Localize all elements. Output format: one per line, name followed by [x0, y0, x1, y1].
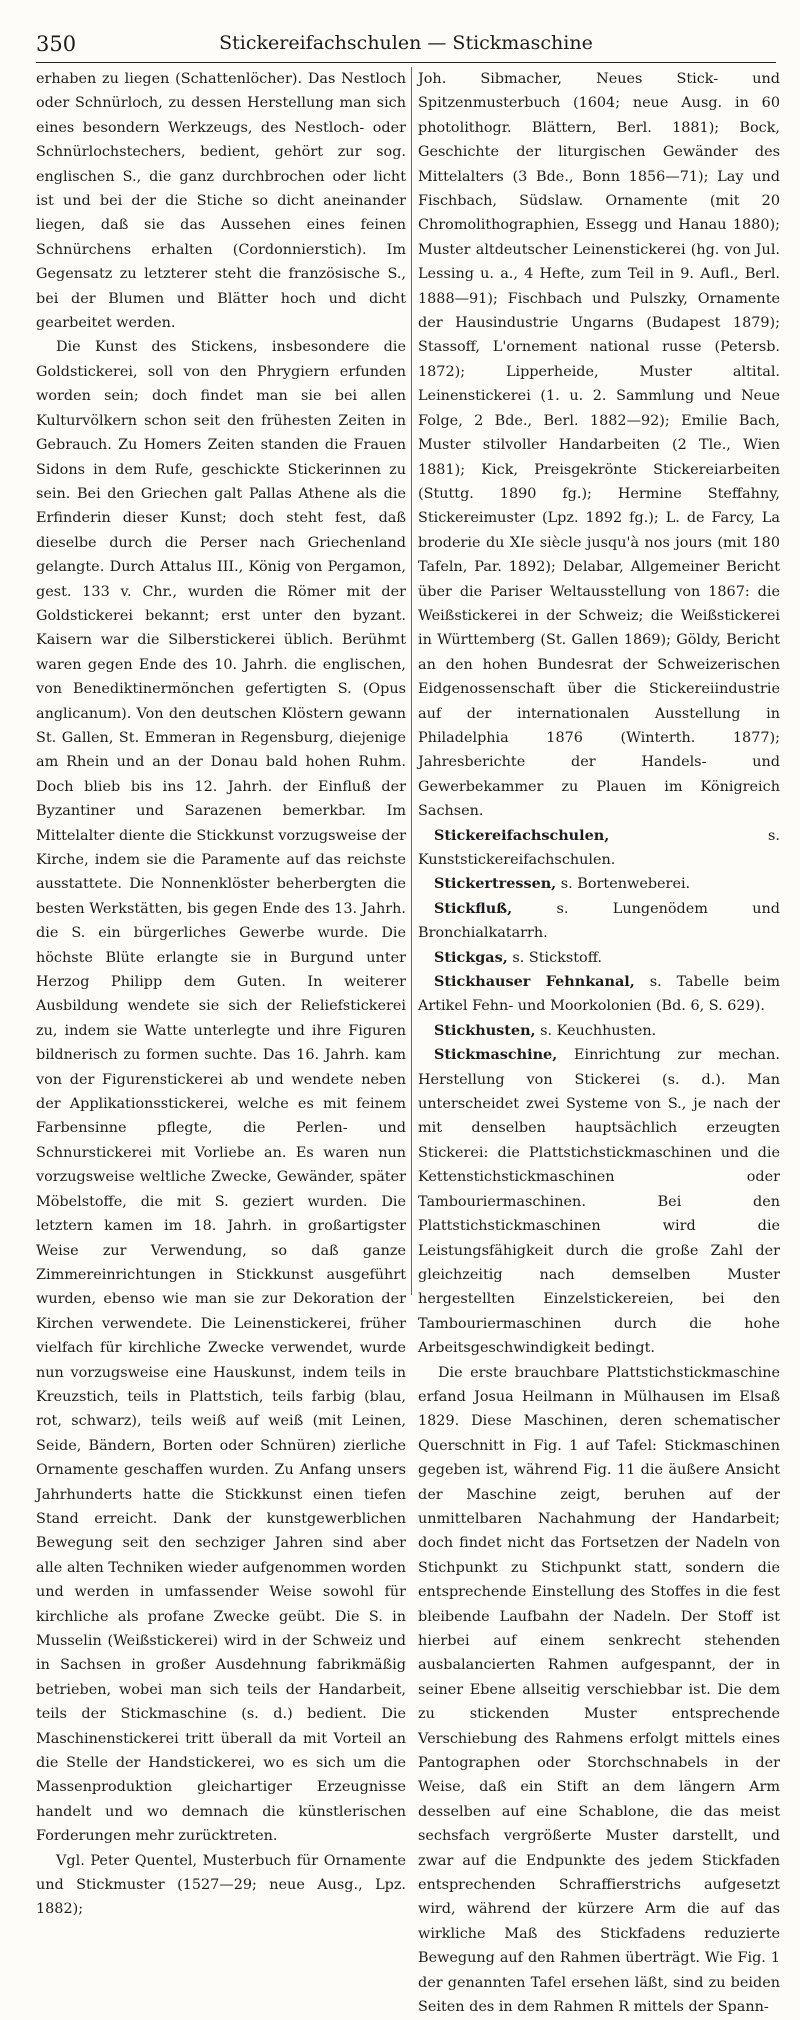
page-header: [36, 30, 776, 63]
entry-term: Stickgas,: [434, 948, 508, 966]
paragraph-stickerei-history: Die Kunst des Stickens, insbesondere die Goldstickerei, soll von den Phrygiern erfunden worden sein; doch findet man sie bei allen Kulturvölkern schon seit den frühesten Zeiten in Gebrauch. Zu Homers Zeiten standen die Frauen Sidons in dem Rufe, geschickte Stickerinnen zu sein. Bei den Griechen galt Pallas Athene als die Erfinderin dieser Kunst; doch steht fest, daß dieselbe durch die Perser nach Griechenland gelangte. Durch Attalus III., König von Pergamon, gest. 133 v. Chr., wurden die Römer mit der Goldstickerei bekannt; erst unter den byzant. Kaisern war die Silberstickerei üblich. Berühmt waren gegen Ende des 10. Jahrh. die englischen, von Benediktinermönchen gefertigten S. (Opus anglicanum). Von den deutschen Klöstern gewann St. Gallen, St. Emmeran in Regensburg, diejenige am Rhein und an der Donau bald hohen Ruhm. Doch blieb bis ins 12. Jahrh. der Einfluß der Byzantiner und Sarazenen bemerkbar. Im Mittelalter diente die Stickkunst vorzugsweise der Kirche, indem sie die Paramente auf das reichste ausstattete. Die Nonnenklöster beherbergten die besten Werkstätten, bis gegen Ende des 13. Jahrh. die S. ein bürgerliches Gewerbe wurde. Die höchste Blüte erlangte sie in Burgund unter Herzog Philipp dem Guten. In weiterer Ausbildung wendete sie sich der Reliefstickerei zu, indem sie Watte unterlegte und ihre Figuren bildnerisch zu formen suchte. Das 16. Jahrh. kam von der Figurenstickerei ab und wendete neben der Applikationsstickerei, welche es mit feinem Farbensinne pflegte, die Perlen- und Schnurstickerei mit Vorliebe an. Es waren nun vorzugsweise weltliche Zwecke, Gewänder, später Möbelstoffe, die mit S. geziert wurden. Die letztern kamen im 18. Jahrh. in großartigster Weise zur Verwendung, so daß ganze Zimmereinrichtungen in Stickkunst ausgeführt wurden, ebenso wie man sie zur Dekoration der Kirchen verwendete. Die Leinenstickerei, früher vielfach für kirchliche Zwecke verwendet, wurde nun vorzugsweise eine Hauskunst, indem teils in Kreuzstich, teils in Plattstich, teils farbig (blau, rot, schwarz), teils weiß auf weiß (mit Leinen, Seide, Bändern, Borten oder Schnüren) zierliche Ornamente geschaffen wurden. Zu Anfang unsers Jahrhunderts hatte die Stickkunst einen tiefen Stand erreicht. Dank der kunstgewerblichen Bewegung seit den sechziger Jahren sind aber alle alten Techniken wieder aufgenommen worden und werden in umfassender Weise sowohl für kirchliche als profane Zwecke geübt. Die S. in Musselin (Weißstickerei) wird in der Schweiz und in Sachsen in großer Ausdehnung fabrikmäßig betrieben, wobei man sich teils der Handarbeit, teils der Stickmaschine (s. d.) bedient. Die Maschinenstickerei tritt überall da mit Vorteil an die Stelle der Handstickerei, wo es sich um die Massenproduktion gleichartiger Erzeugnisse handelt und wo demnach die künstlerischen Forderungen mehr zurücktreten.: [36, 339, 406, 1845]
entry-text: s. Lungenödem und Bronchialkatarrh.: [418, 900, 780, 942]
entry-stickgas: [418, 946, 780, 970]
column-divider: [411, 67, 412, 1295]
running-title: Stickereifachschulen — Stickmaschine: [219, 32, 593, 54]
paragraph-heilmann-machine: Die erste brauchbare Plattstichstickmaschine erfand Josua Heilmann in Mülhausen im Elsaß 1829. Diese Maschinen, deren schematischer Querschnitt in Fig. 1 auf Tafel: Stickmaschinen gegeben ist, während Fig. 11 die äußere Ansicht der Maschine zeigt, beruhen auf der unmittelbaren Nachahmung der Handarbeit; doch findet nicht das Fortsetzen der Nadeln von Stichpunkt zu Stichpunkt statt, sondern die entsprechende Einstellung des Stoffes in die fest bleibende Laufbahn der Nadeln. Der Stoff ist hierbei auf einem senkrecht stehenden ausbalancierten Rahmen aufgespannt, der in seiner Ebene allseitig verschiebbar ist. Die dem zu stickenden Muster entsprechende Verschiebung des Rahmens erfolgt mittels eines Pantographen oder Storchschnabels in der Weise, daß ein Stift an dem längern Arm desselben auf eine Schablone, die das meist sechsfach vergrößerte Muster darstellt, und zwar auf die Endpunkte des jedem Stickfaden entsprechenden Schraffierstrichs aufgesetzt wird, während der kürzere Arm die auf das wirkliche Maß des Stickfadens reduzierte Bewegung auf den Rahmen überträgt. Wie Fig. 1 der genannten Tafel ersehen läßt, sind zu beiden Seiten des in dem Rahmen R mittels der Spann-: [418, 1364, 780, 2016]
entry-stickereifachschulen: [418, 824, 780, 873]
entry-stickfluss: [418, 897, 780, 946]
entry-text: s. Tabelle beim Artikel Fehn- und Moorkolonien (Bd. 6, S. 629).: [418, 974, 780, 1015]
left-column: [36, 67, 406, 1918]
entry-term: Stickertressen,: [434, 875, 557, 893]
paragraph-literature-continued: Joh. Sibmacher, Neues Stick- und Spitzenmusterbuch (1604; neue Ausg. in 60 photolithogr. Blättern, Berl. 1881); Bock, Geschichte der liturgischen Gewänder des Mittelalters (3 Bde., Bonn 1856—71); Lay und Fischbach, Südslaw. Ornamente (mit 20 Chromolithographien, Essegg und Hanau 1880); Muster altdeutscher Leinenstickerei (hg. von Jul. Lessing u. a., 4 Hefte, zum Teil in 9. Aufl., Berl. 1888—91); Fischbach und Pulszky, Ornamente der Hausindustrie Ungarns (Budapest 1879); Stassoff, L'ornement national russe (Petersb. 1872); Lipperheide, Muster altital. Leinenstickerei (1. u. 2. Sammlung und Neue Folge, 2 Bde., Berl. 1882—92); Emilie Bach, Muster stilvoller Handarbeiten (2 Tle., Wien 1881); Kick, Preisgekrönte Stickereiarbeiten (Stuttg. 1890 fg.); Hermine Steffahny, Stickereimuster (Lpz. 1892 fg.); L. de Farcy, La broderie du XIe siècle jusqu'à nos jours (mit 180 Tafeln, Par. 1892); Delabar, Allgemeiner Bericht über die Pariser Weltausstellung von 1867: die Weißstickerei in der Schweiz; die Weißstickerei in Württemberg (St. Gallen 1869); Göldy, Bericht an den hohen Bundesrat der Schweizerischen Eidgenossenschaft über die Stickereiindustrie auf der internationalen Ausstellung in Philadelphia 1876 (Winterth. 1877); Jahresberichte der Handels- und Gewerbekammer zu Plauen im Königreich Sachsen.: [418, 71, 780, 820]
page-number: 350: [36, 32, 77, 56]
entry-term: Stickhusten,: [434, 1021, 536, 1039]
entry-term: Stickmaschine,: [434, 1046, 558, 1064]
paragraph-literature-start: Vgl. Peter Quentel, Musterbuch für Ornamente und Stickmuster (1527—29; neue Ausg., Lpz. 1882);: [36, 1852, 406, 1918]
entry-text: s. Kunststickereifachschulen.: [418, 827, 780, 868]
entry-text: s. Stickstoff.: [507, 949, 602, 966]
entry-term: Stickhauser Fehnkanal,: [434, 973, 635, 991]
paragraph-stickerei-types: erhaben zu liegen (Schattenlöcher). Das Nestloch oder Schnürloch, zu dessen Herstellung man sich eines besondern Werkzeugs, des Nestloch- oder Schnürlochstechers, bedient, gehört zur sog. englischen S., die ganz durchbrochen oder licht ist und bei der die Stiche so dicht aneinander liegen, daß sie das Aussehen eines feinen Schnürchens erhalten (Cordonnierstich). Im Gegensatz zu letzterer steht die französische S., bei der Blumen und Blätter hoch und dicht gearbeitet werden.: [36, 71, 406, 332]
right-column: [418, 67, 780, 2016]
entry-text: Einrichtung zur mechan. Herstellung von Stickerei (s. d.). Man unterscheidet zwei Systeme von S., je nach der mit denselben hauptsächlich erzeugten Stickerei: die Plattstichstickmaschinen und die Kettenstichstickmaschinen oder Tambouriermaschinen. Bei den Plattstichstickmaschinen wird die Leistungsfähigkeit durch die große Zahl der gleichzeitig nach demselben Muster hergestellten Einzelstickereien, bei den Tambouriermaschinen durch die hohe Arbeitsgeschwindigkeit bedingt.: [418, 1047, 780, 1357]
entry-stickhauser-fehnkanal: [418, 970, 780, 1019]
entry-text: s. Bortenweberei.: [556, 876, 691, 893]
entry-stickertressen: [418, 872, 780, 896]
entry-stickhusten: [418, 1019, 780, 1043]
entry-term: Stickereifachschulen,: [434, 826, 610, 844]
entry-stickmaschine: [418, 1043, 780, 1360]
entry-text: s. Keuchhusten.: [535, 1022, 657, 1039]
entry-term: Stickfluß,: [434, 899, 513, 917]
